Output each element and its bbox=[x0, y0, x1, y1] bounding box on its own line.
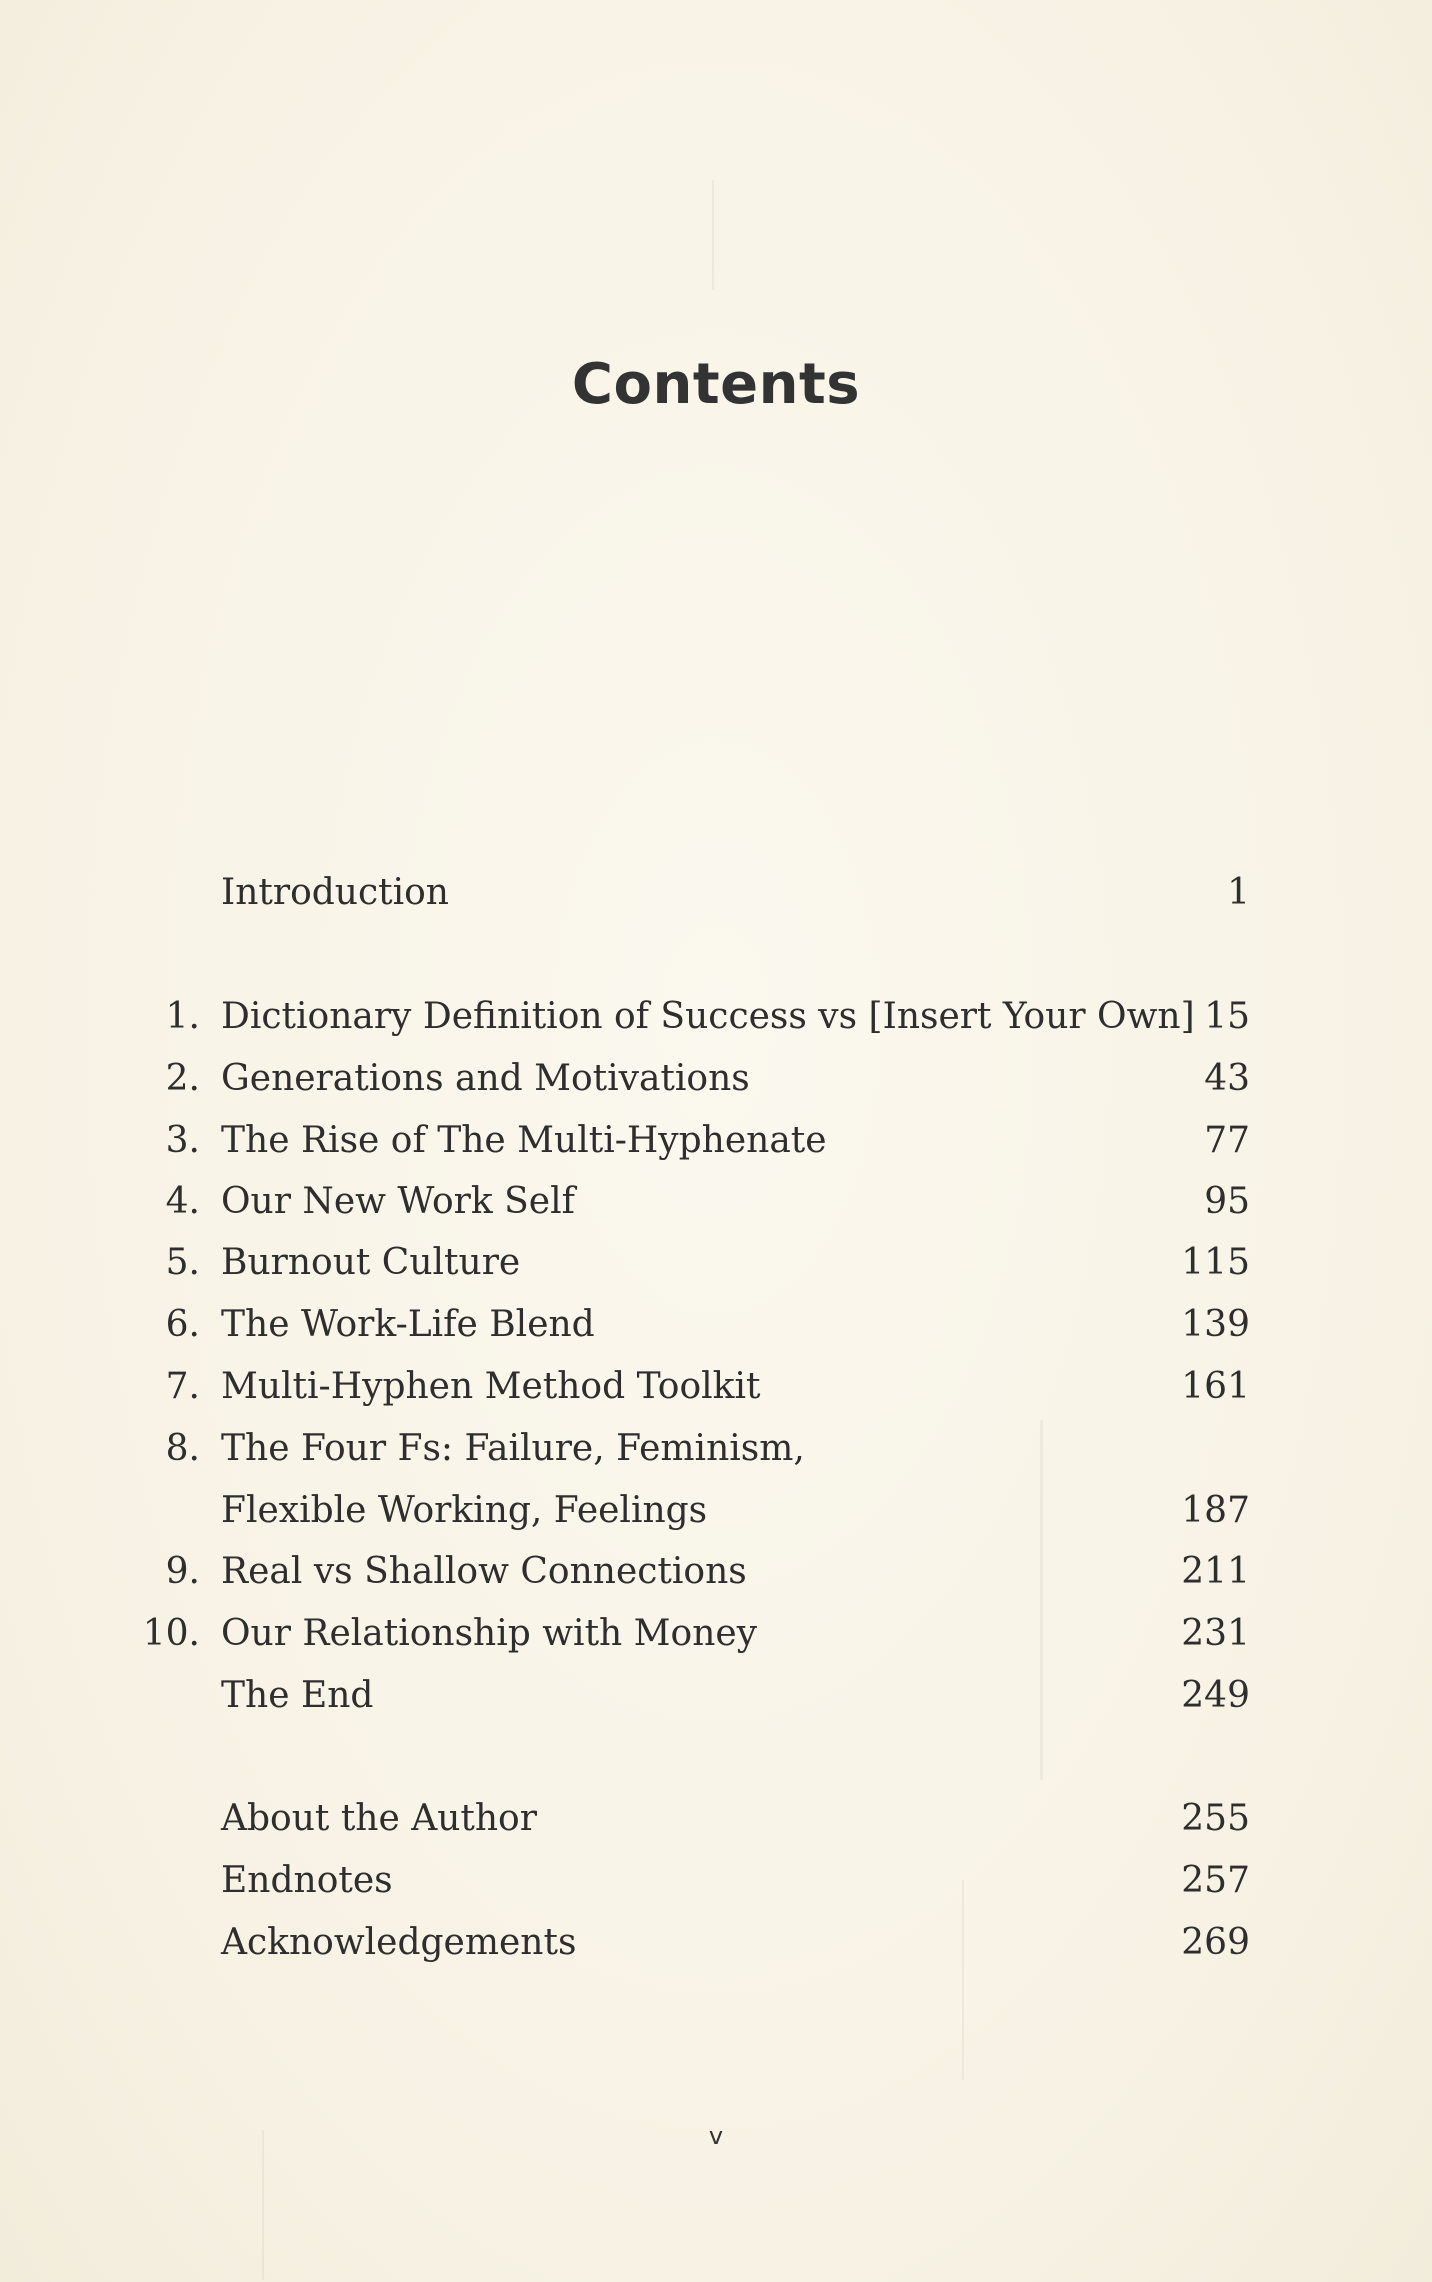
toc-entry-page: 43 bbox=[1204, 1058, 1250, 1099]
toc-entry-title: Real vs Shallow Connections bbox=[221, 1551, 747, 1592]
toc-entry-title: The End bbox=[221, 1675, 374, 1716]
toc-entry-endnotes[interactable] bbox=[0, 1860, 1432, 1920]
toc-entry-title: Flexible Working, Feelings bbox=[221, 1490, 708, 1531]
toc-entry-title: Burnout Culture bbox=[221, 1242, 521, 1283]
toc-entry-page: 161 bbox=[1181, 1366, 1250, 1407]
toc-entry-chapter-9[interactable] bbox=[0, 1551, 1432, 1611]
toc-entry-chapter-8-continued[interactable] bbox=[0, 1490, 1432, 1550]
toc-entry-chapter-3[interactable] bbox=[0, 1120, 1432, 1180]
toc-entry-chapter-6[interactable] bbox=[0, 1304, 1432, 1364]
toc-entry-page: 257 bbox=[1181, 1860, 1250, 1901]
toc-entry-chapter-1[interactable] bbox=[0, 996, 1432, 1056]
toc-entry-title: Endnotes bbox=[221, 1860, 393, 1901]
toc-entry-number: 8. bbox=[165, 1428, 200, 1469]
toc-entry-title: Acknowledgements bbox=[221, 1922, 577, 1963]
toc-entry-title: The Work-Life Blend bbox=[221, 1304, 595, 1345]
toc-entry-number: 10. bbox=[142, 1613, 200, 1654]
toc-entry-about-the-author[interactable] bbox=[0, 1798, 1432, 1858]
toc-entry-chapter-4[interactable] bbox=[0, 1181, 1432, 1241]
toc-entry-the-end[interactable] bbox=[0, 1675, 1432, 1735]
toc-entry-page: 1 bbox=[1227, 872, 1250, 913]
toc-entry-page: 77 bbox=[1204, 1120, 1250, 1161]
toc-entry-number: 3. bbox=[165, 1120, 200, 1161]
toc-entry-title: About the Author bbox=[221, 1798, 537, 1839]
toc-entry-title: The Four Fs: Failure, Feminism, bbox=[221, 1428, 805, 1469]
toc-entry-number: 5. bbox=[165, 1242, 200, 1283]
toc-entry-page: 115 bbox=[1181, 1242, 1250, 1283]
toc-entry-title: Multi-Hyphen Method Toolkit bbox=[221, 1366, 761, 1407]
toc-entry-number: 7. bbox=[165, 1366, 200, 1407]
toc-entry-page: 95 bbox=[1204, 1181, 1250, 1222]
toc-entry-chapter-8[interactable] bbox=[0, 1428, 1432, 1488]
toc-entry-title: Our New Work Self bbox=[221, 1181, 575, 1222]
page-smudge bbox=[712, 180, 714, 290]
toc-entry-number: 1. bbox=[165, 996, 200, 1037]
toc-entry-title: Introduction bbox=[221, 872, 449, 913]
toc-entry-introduction[interactable] bbox=[0, 872, 1432, 932]
toc-entry-page: 187 bbox=[1181, 1490, 1250, 1531]
toc-entry-number: 9. bbox=[165, 1551, 200, 1592]
toc-entry-page: 139 bbox=[1181, 1304, 1250, 1345]
page-number-folio: v bbox=[708, 2122, 724, 2150]
contents-heading: Contents bbox=[571, 352, 861, 417]
toc-entry-title: Dictionary Definition of Success vs [Insert Your Own] bbox=[221, 996, 1195, 1037]
toc-entry-number: 4. bbox=[165, 1181, 200, 1222]
toc-entry-chapter-7[interactable] bbox=[0, 1366, 1432, 1426]
toc-entry-page: 249 bbox=[1181, 1675, 1250, 1716]
toc-entry-acknowledgements[interactable] bbox=[0, 1922, 1432, 1982]
toc-entry-page: 269 bbox=[1181, 1922, 1250, 1963]
toc-entry-chapter-2[interactable] bbox=[0, 1058, 1432, 1118]
toc-entry-page: 211 bbox=[1181, 1551, 1250, 1592]
toc-entry-page: 231 bbox=[1181, 1613, 1250, 1654]
toc-entry-number: 6. bbox=[165, 1304, 200, 1345]
toc-entry-number: 2. bbox=[165, 1058, 200, 1099]
toc-entry-page: 255 bbox=[1181, 1798, 1250, 1839]
page-smudge bbox=[262, 2130, 264, 2280]
toc-entry-page: 15 bbox=[1204, 996, 1250, 1037]
toc-entry-chapter-5[interactable] bbox=[0, 1242, 1432, 1302]
toc-entry-title: Our Relationship with Money bbox=[221, 1613, 758, 1654]
toc-entry-chapter-10[interactable] bbox=[0, 1613, 1432, 1673]
toc-entry-title: Generations and Motivations bbox=[221, 1058, 750, 1099]
toc-entry-title: The Rise of The Multi-Hyphenate bbox=[221, 1120, 827, 1161]
